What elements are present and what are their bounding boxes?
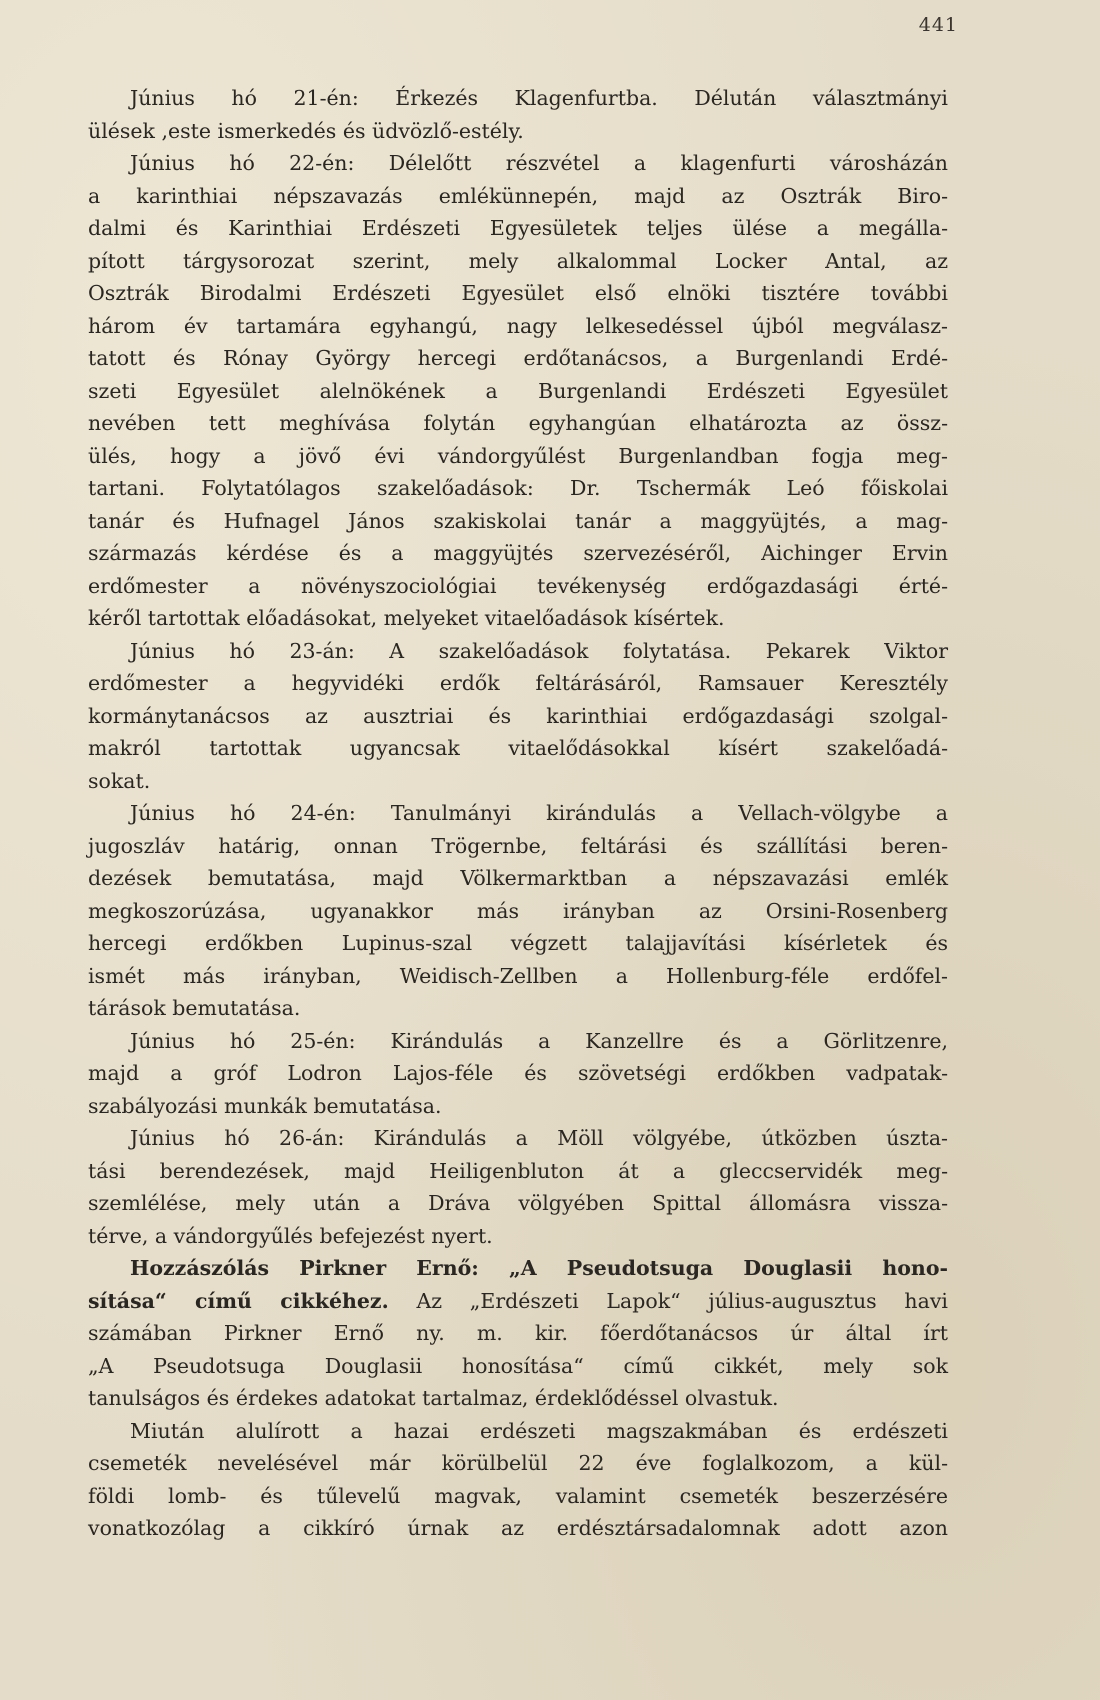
- line-text: számában Pirkner Ernő ny. m. kir. főerdőtanácsos úr által írt: [88, 1321, 948, 1345]
- line-text: tanár és Hufnagel János szakiskolai tanár a maggyüjtés, a mag-: [88, 508, 948, 533]
- line-text: kéről tartottak előadásokat, melyeket vitaelőadások kísértek.: [88, 606, 725, 630]
- line-text: „A Pseudotsuga Douglasii honosítása“ című cikkét, mely sok: [88, 1353, 948, 1378]
- line-text: erdőmester a növényszociológiai tevékenység erdőgazdasági érté-: [88, 573, 948, 598]
- bold-heading-text: Hozzászólás Pirkner Ernő: „A Pseudotsuga Douglasii hono-: [130, 1256, 948, 1280]
- text-line: [88, 1382, 948, 1415]
- text-line: [88, 375, 948, 408]
- text-line: [88, 1057, 948, 1090]
- line-text: három év tartamára egyhangú, nagy lelkesedéssel újból megválasz-: [88, 313, 948, 338]
- text-line: [88, 667, 948, 700]
- text-line: [88, 1350, 948, 1383]
- line-text: pított tárgysorozat szerint, mely alkalommal Locker Antal, az: [88, 248, 948, 273]
- line-text: majd a gróf Lodron Lajos-féle és szövetségi erdőkben vadpatak-: [88, 1061, 948, 1085]
- line-text: vonatkozólag a cikkíró úrnak az erdésztársadalomnak adott azon: [88, 1516, 948, 1540]
- text-line: [88, 1220, 948, 1253]
- line-text: erdőmester a hegyvidéki erdők feltárásáról, Ramsauer Keresztély: [88, 671, 948, 695]
- body-text: [88, 82, 948, 1545]
- text-line: [88, 700, 948, 733]
- line-text: szabályozási munkák bemutatása.: [88, 1093, 442, 1118]
- text-line: [88, 830, 948, 863]
- line-text: Június hó 22-én: Délelőtt részvétel a klagenfurti városházán: [130, 151, 948, 175]
- text-line: [88, 1155, 948, 1188]
- text-line: [88, 115, 948, 148]
- text-line: [88, 927, 948, 960]
- text-line: [88, 1447, 948, 1480]
- line-text: tárások bemutatása.: [88, 996, 301, 1020]
- line-text: dalmi és Karinthiai Erdészeti Egyesületek teljes ülése a megálla-: [88, 216, 948, 240]
- line-text: szemlélése, mely után a Dráva völgyében Spittal állomásra vissza-: [88, 1191, 948, 1215]
- text-line: [88, 245, 948, 278]
- text-line: [88, 765, 948, 798]
- text-line: [88, 180, 948, 213]
- line-text: tanulságos és érdekes adatokat tartalmaz, érdeklődéssel olvastuk.: [88, 1386, 779, 1410]
- line-text: ülés, hogy a jövő évi vándorgyűlést Burgenlandban fogja meg-: [88, 443, 948, 468]
- text-line: [88, 992, 948, 1025]
- text-line: [88, 1122, 948, 1155]
- text-line: [88, 797, 948, 830]
- text-line: [88, 1415, 948, 1448]
- text-line: [88, 82, 948, 115]
- line-text: szeti Egyesület alelnökének a Burgenlandi Erdészeti Egyesület: [88, 378, 948, 403]
- text-line: [88, 212, 948, 245]
- line-text: származás kérdése és a maggyüjtés szervezéséről, Aichinger Ervin: [88, 541, 948, 565]
- text-line: [88, 440, 948, 473]
- line-text: földi lomb- és tűlevelű magvak, valamint csemeték beszerzésére: [88, 1483, 948, 1508]
- text-line: [88, 310, 948, 343]
- line-text: Június hó 26-án: Kirándulás a Möll völgyébe, útközben úszta-: [130, 1126, 948, 1150]
- text-line: [88, 1285, 948, 1318]
- line-text: hercegi erdőkben Lupinus-szal végzett talajjavítási kísérletek és: [88, 931, 948, 955]
- text-line: [88, 635, 948, 668]
- text-line: [88, 537, 948, 570]
- text-line: [88, 1025, 948, 1058]
- text-line: [88, 1090, 948, 1123]
- line-text: a karinthiai népszavazás emlékünnepén, majd az Osztrák Biro-: [88, 183, 948, 208]
- line-text: Június hó 21-én: Érkezés Klagenfurtba. Délután választmányi: [130, 86, 948, 110]
- text-line: [88, 1252, 948, 1285]
- text-line: [88, 602, 948, 635]
- line-text: ismét más irányban, Weidisch-Zellben a Hollenburg-féle erdőfel-: [88, 963, 948, 988]
- text-line: [88, 1317, 948, 1350]
- page-number: 441: [918, 14, 958, 36]
- text-line: [88, 505, 948, 538]
- line-text: nevében tett meghívása folytán egyhangúan elhatározta az össz-: [88, 411, 948, 435]
- text-line: [88, 277, 948, 310]
- text-line: [88, 342, 948, 375]
- text-line: [88, 1187, 948, 1220]
- text-line: [88, 1512, 948, 1545]
- line-text: jugoszláv határig, onnan Trögernbe, feltárási és szállítási beren-: [88, 833, 948, 858]
- text-line: [88, 862, 948, 895]
- bold-heading-text: sítása“ című cikkéhez.: [88, 1288, 389, 1313]
- text-line: [88, 472, 948, 505]
- line-text: tartani. Folytatólagos szakelőadások: Dr. Tschermák Leó főiskolai: [88, 476, 948, 500]
- line-text: Osztrák Birodalmi Erdészeti Egyesület első elnöki tisztére további: [88, 281, 948, 305]
- text-line: [88, 1480, 948, 1513]
- line-text: Június hó 24-én: Tanulmányi kirándulás a Vellach-völgybe a: [130, 801, 948, 825]
- line-text: dezések bemutatása, majd Völkermarktban a népszavazási emlék: [88, 866, 948, 890]
- line-text: ülések ,este ismerkedés és üdvözlő-estély.: [88, 118, 524, 143]
- line-text: Miután alulírott a hazai erdészeti magszakmában és erdészeti: [130, 1418, 948, 1443]
- line-text: Június hó 23-án: A szakelőadások folytatása. Pekarek Viktor: [130, 638, 948, 663]
- line-text: térve, a vándorgyűlés befejezést nyert.: [88, 1223, 493, 1248]
- line-text: tási berendezések, majd Heiligenbluton át a gleccservidék meg-: [88, 1158, 948, 1183]
- text-line: [88, 960, 948, 993]
- line-text: makról tartottak ugyancsak vitaelődásokkal kísért szakelőadá-: [88, 736, 948, 760]
- text-line: [88, 570, 948, 603]
- line-text: csemeték nevelésével már körülbelül 22 éve foglalkozom, a kül-: [88, 1451, 948, 1475]
- line-text: Június hó 25-én: Kirándulás a Kanzellre és a Görlitzenre,: [130, 1028, 948, 1053]
- text-line: [88, 732, 948, 765]
- text-line: [88, 147, 948, 180]
- line-text: tatott és Rónay György hercegi erdőtanácsos, a Burgenlandi Erdé-: [88, 346, 948, 370]
- line-text: kormánytanácsos az ausztriai és karinthiai erdőgazdasági szolgal-: [88, 703, 948, 728]
- text-line: [88, 895, 948, 928]
- text-line: [88, 407, 948, 440]
- line-text: megkoszorúzása, ugyanakkor más irányban az Orsini-Rosenberg: [88, 898, 948, 923]
- line-text: Az „Erdészeti Lapok“ július-augusztus havi: [388, 1288, 948, 1313]
- line-text: sokat.: [88, 768, 151, 793]
